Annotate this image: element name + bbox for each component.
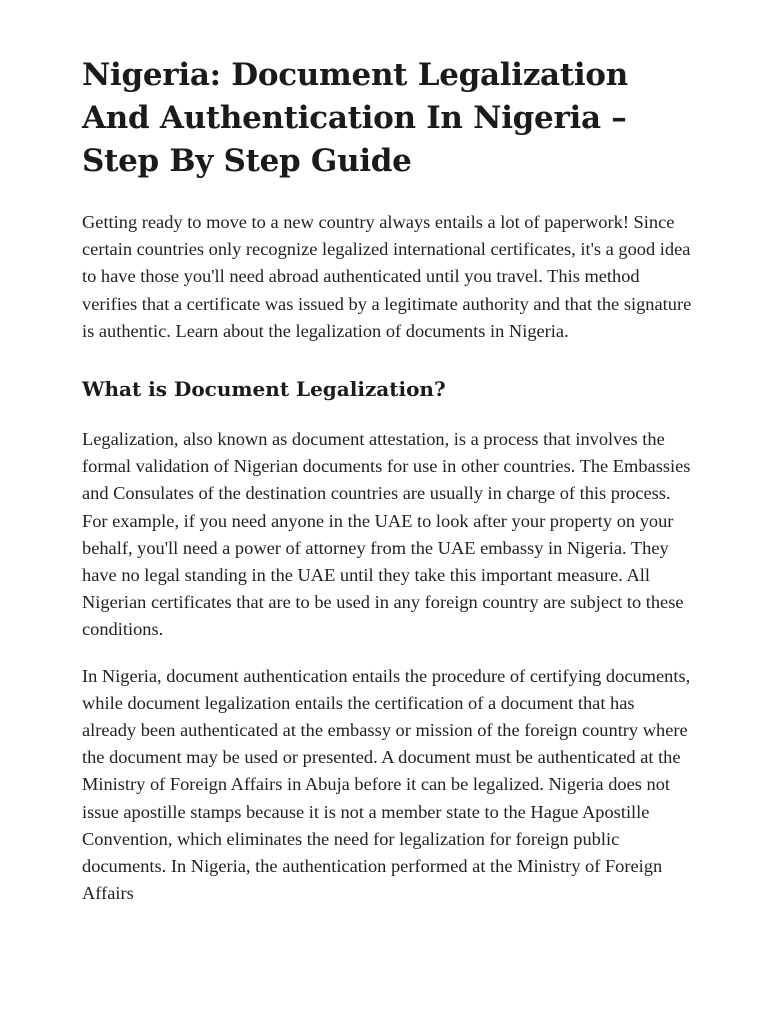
body-paragraph: Legalization, also known as document attestation, is a process that involves the formal validation of Nigerian documents for use in other countries. The Embassies and Consulates of the destination countries are usually in charge of this process. For example, if you need anyone in the UAE to look after your property on your behalf, you'll need a power of attorney from the UAE embassy in Nigeria. They have no legal standing in the UAE until they take this important measure. All Nigerian certificates that are to be used in any foreign country are subject to these conditions. xyxy=(82,429,691,640)
article xyxy=(82,54,692,907)
intro-paragraph: Getting ready to move to a new country always entails a lot of paperwork! Since certain countries only recognize legalized international certificates, it's a good idea to have those you'll need abroad authenticated until you travel. This method verifies that a certificate was issued by a legitimate authority and that the signature is authentic. Learn about the legalization of documents in Nigeria. xyxy=(82,212,692,341)
section-heading: What is Document Legalization? xyxy=(82,377,446,402)
body-paragraph: In Nigeria, document authentication entails the procedure of certifying documents, while document legalization entails the certification of a document that has already been authenticated at the embassy or mission of the foreign country where the document may be used or presented. A document must be authenticated at the Ministry of Foreign Affairs in Abuja before it can be legalized. Nigeria does not issue apostille stamps because it is not a member state to the Hague Apostille Convention, which eliminates the need for legalization for foreign public documents. In Nigeria, the authentication performed at the Ministry of Foreign Affairs xyxy=(82,665,691,904)
article-title: Nigeria: Document Legalization And Authentication In Nigeria – Step By Step Guide xyxy=(82,57,628,179)
